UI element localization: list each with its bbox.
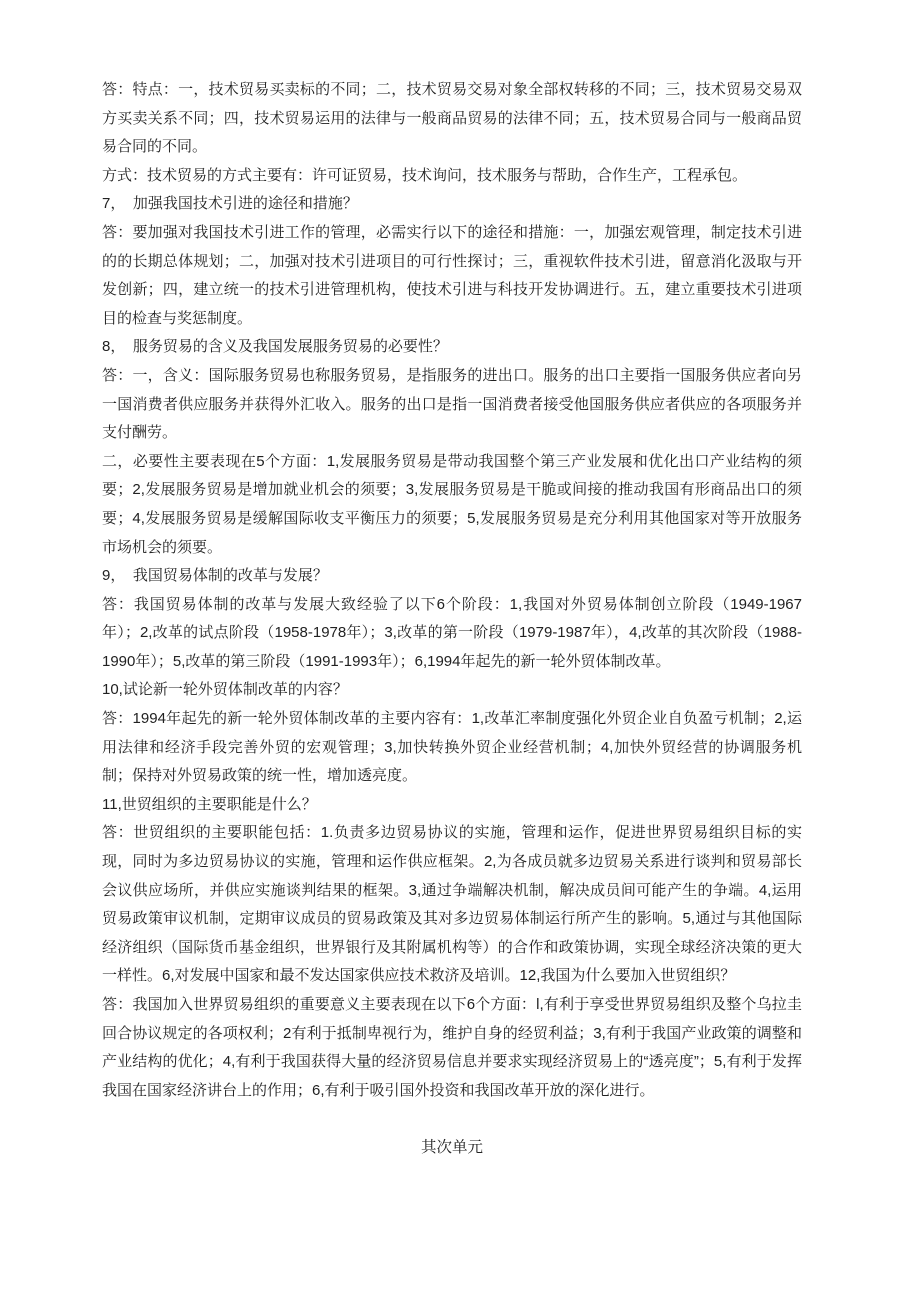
- section-heading: 其次单元: [420, 1138, 483, 1156]
- paragraph-answer-11-question-12: 答：世贸组织的主要职能包括：1.负责多边贸易协议的实施，管理和运作，促进世界贸易组织目标的实现，同时为多边贸易协议的实施，管理和运作供应框架。2,为各成员就多边贸易关系进行谈判和贸易部长会议供应场所，并供应实施谈判结果的框架。3,通过争端解决机制，解决成员间可能产生的争端。4,运用贸易政策审议机制，定期审议成员的贸易政策及其对多边贸易体制运行所产生的影响。5,通过与其他国际经济组织（国际货币基金组织，世界银行及其附属机构等）的合作和政策协调，实现全球经济决策的更大一样性。6,对发展中国家和最不发达国家供应技术救济及培训。12,我国为什么要加入世贸组织？: [102, 824, 802, 985]
- document-body: [102, 76, 802, 1163]
- paragraph-answer-8-part2: 二，必要性主要表现在5个方面：1,发展服务贸易是带动我国整个第三产业发展和优化出口产业结构的须要；2,发展服务贸易是增加就业机会的须要；3,发展服务贸易是干脆或间接的推动我国有形商品出口的须要；4,发展服务贸易是缓解国际收支平衡压力的须要；5,发展服务贸易是充分利用其他国家对等开放服务市场机会的须要。: [102, 452, 802, 556]
- paragraph-answer-7: 答：要加强对我国技术引进工作的管理，必需实行以下的途径和措施：一，加强宏观管理，制定技术引进的的长期总体规划；二，加强对技术引进项目的可行性探讨；三，重视软件技术引进，留意消化汲取与开发创新；四，建立统一的技术引进管理机构，使技术引进与科技开发协调进行。五，建立重要技术引进项目的检查与奖惩制度。: [102, 223, 802, 327]
- paragraph-answer-6-features: 答：特点：一，技术贸易买卖标的不同；二，技术贸易交易对象全部权转移的不同；三，技术贸易交易双方买卖关系不同；四，技术贸易运用的法律与一般商品贸易的法律不同；五，技术贸易合同与一般商品贸易合同的不同。: [102, 81, 802, 156]
- paragraph-question-9: 9， 我国贸易体制的改革与发展？: [102, 567, 328, 585]
- paragraph-answer-9: 答：我国贸易体制的改革与发展大致经验了以下6个阶段：1,我国对外贸易体制创立阶段（1949-1967年）；2,改革的试点阶段（1958-1978年）；3,改革的第一阶段（1979-1987年），4,改革的其次阶段（1988-1990年）；5,改革的第三阶段（1991-1993年）；6,1994年起先的新一轮外贸体制改革。: [102, 595, 802, 670]
- paragraph-answer-12: 答：我国加入世界贸易组织的重要意义主要表现在以下6个方面：l,有利于享受世界贸易组织及整个乌拉圭回合协议规定的各项权利；2有利于抵制卑视行为，维护自身的经贸利益；3,有利于我国产业政策的调整和产业结构的优化；4,有利于我国获得大量的经济贸易信息并要求实现经济贸易上的“透亮度”；5,有利于发挥我国在国家经济讲台上的作用；6,有利于吸引国外投资和我国改革开放的深化进行。: [102, 996, 802, 1099]
- paragraph-answer-10: 答：1994年起先的新一轮外贸体制改革的主要内容有：1,改革汇率制度强化外贸企业自负盈亏机制；2,运用法律和经济手段完善外贸的宏观管理；3,加快转换外贸企业经营机制；4,加快外贸经营的协调服务机制；保持对外贸易政策的统一性，增加透亮度。: [102, 710, 802, 785]
- paragraph-answer-8-part1: 答：一，含义：国际服务贸易也称服务贸易，是指服务的进出口。服务的出口主要指一国服务供应者向另一国消费者供应服务并获得外汇收入。服务的出口是指一国消费者接受他国服务供应者供应的各项服务并支付酬劳。: [102, 366, 802, 442]
- paragraph-question-11: 11,世贸组织的主要职能是什么？: [102, 795, 317, 813]
- paragraph-question-10: 10,试论新一轮外贸体制改革的内容？: [102, 681, 348, 699]
- paragraph-question-8: 8， 服务贸易的含义及我国发展服务贸易的必要性？: [102, 338, 448, 356]
- paragraph-answer-6-methods: 方式：技术贸易的方式主要有：许可证贸易，技术询问，技术服务与帮助，合作生产，工程承包。: [102, 166, 748, 184]
- paragraph-question-7: 7， 加强我国技术引进的途径和措施？: [102, 195, 358, 213]
